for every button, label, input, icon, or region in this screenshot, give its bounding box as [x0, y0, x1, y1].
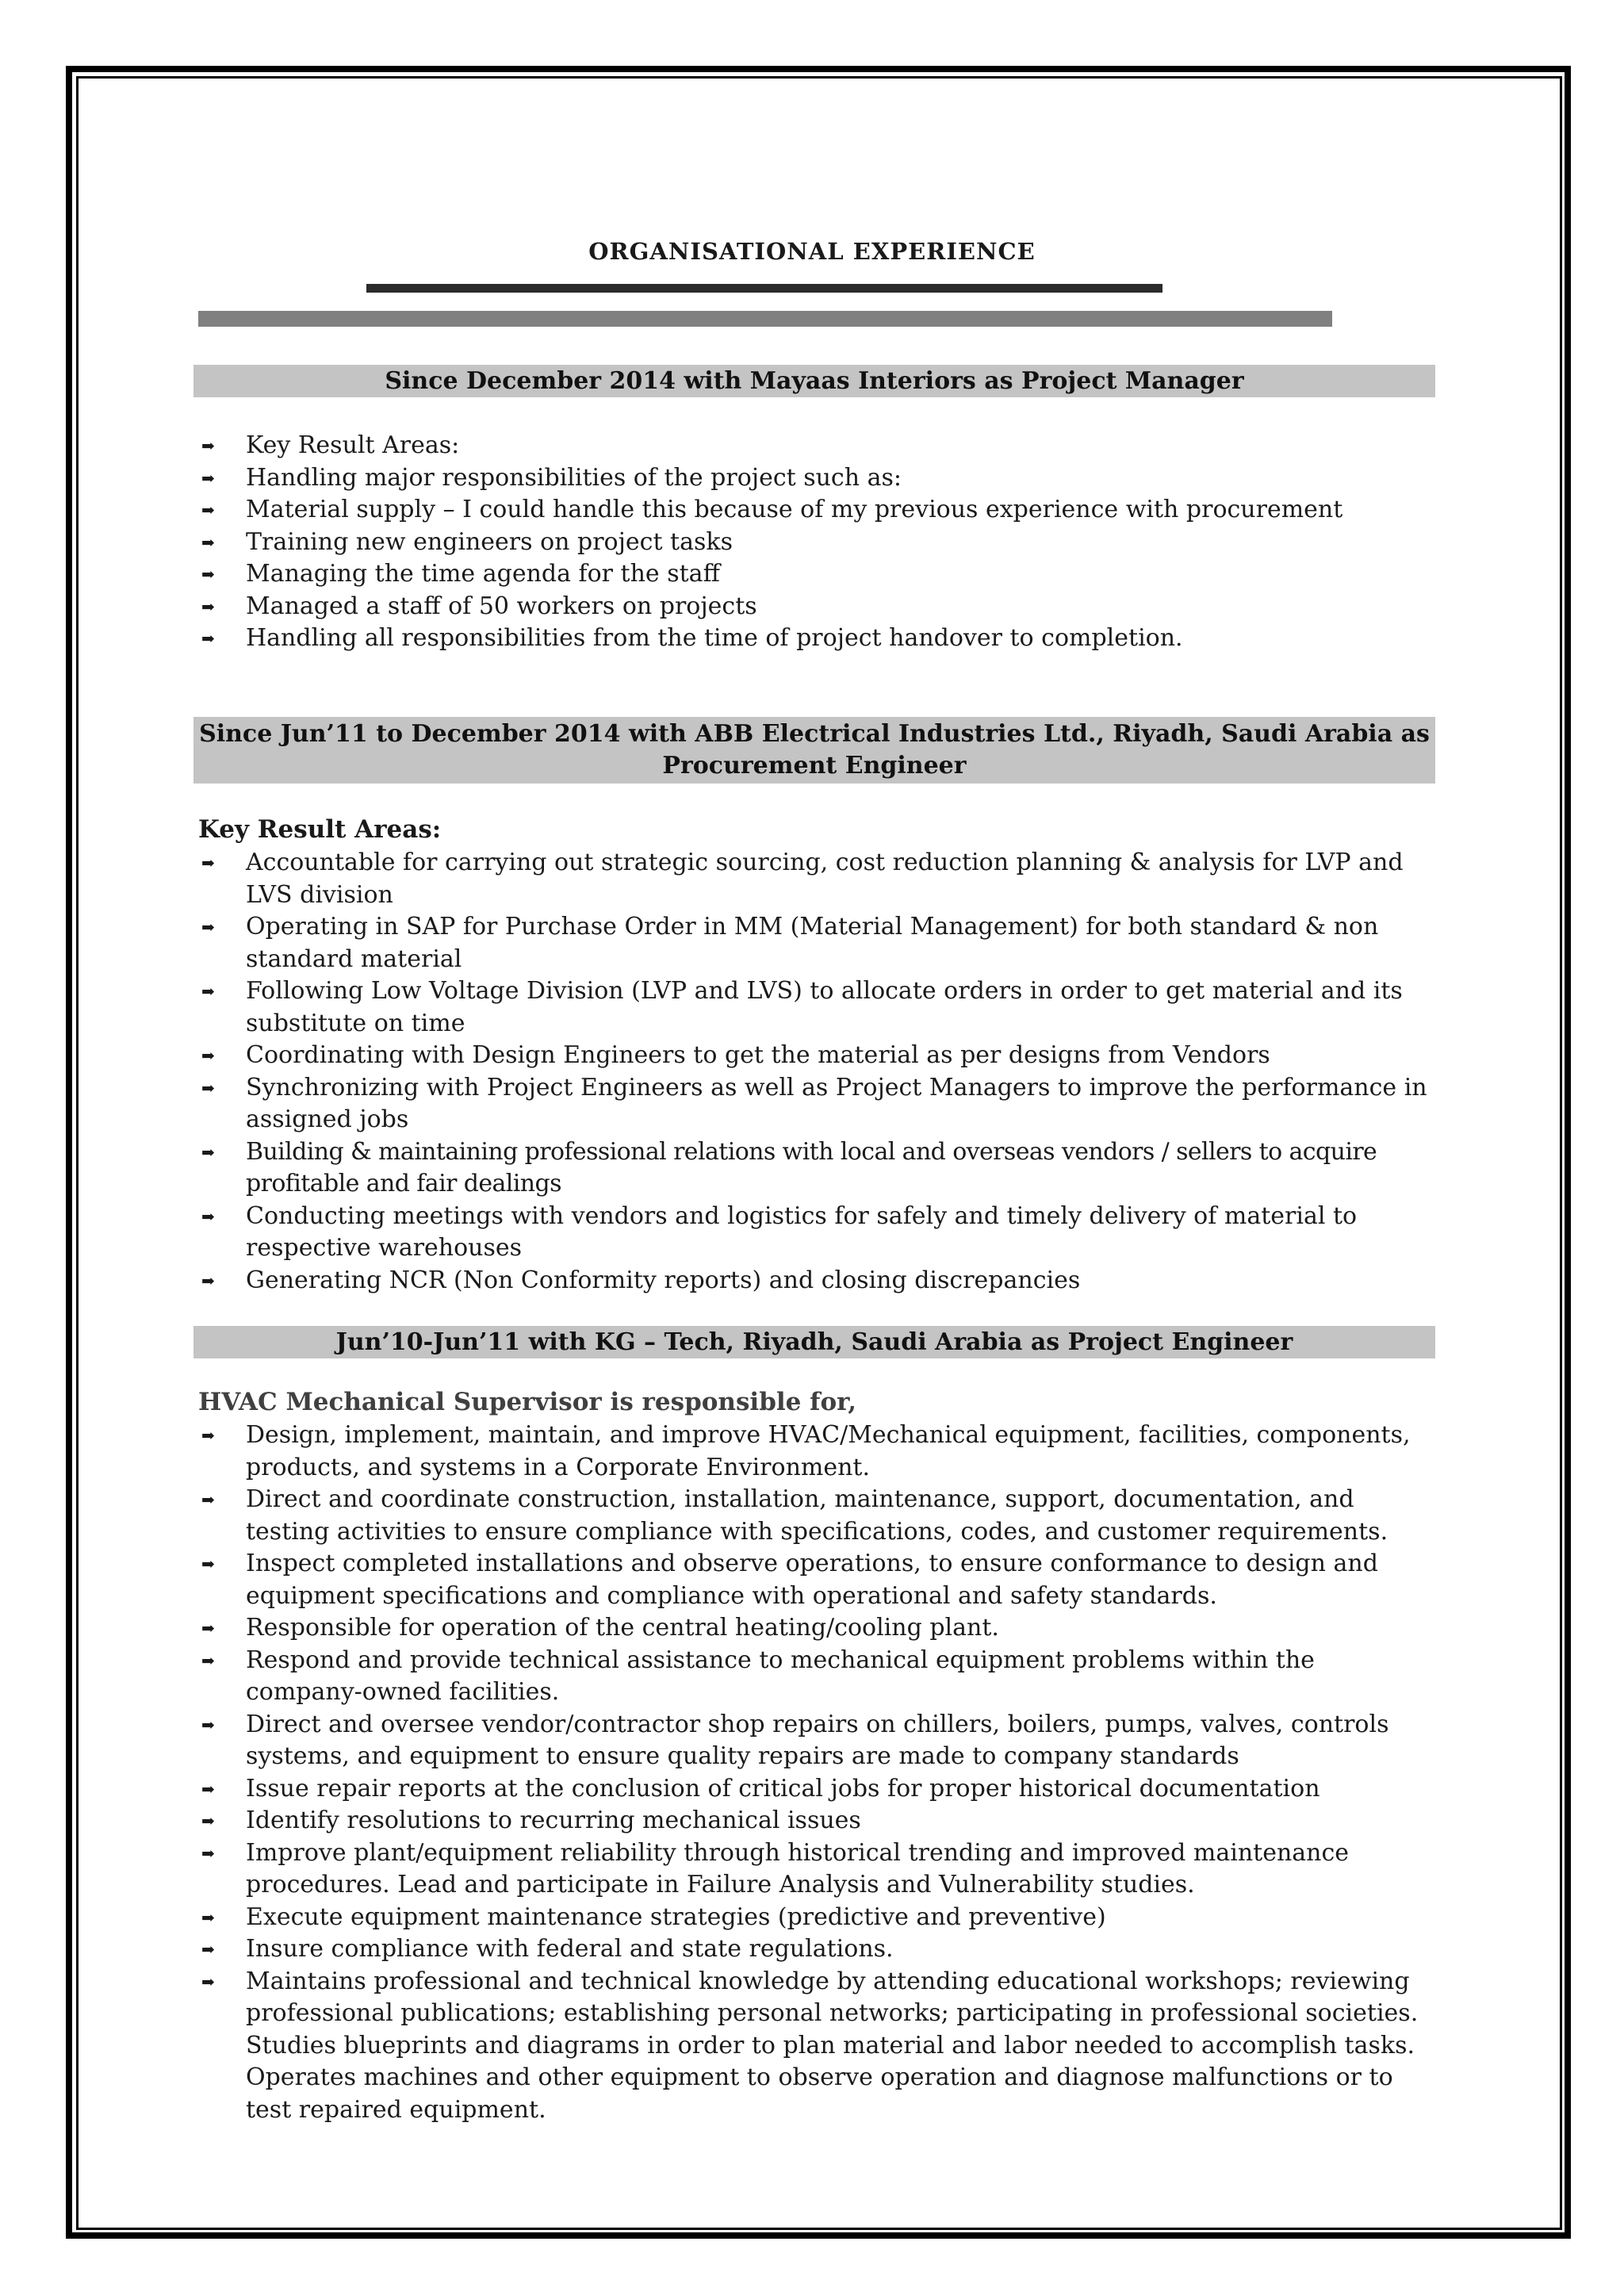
title-underline-dark: [366, 284, 1162, 293]
title-underline-gray: [198, 311, 1332, 327]
list-item: ➡ Key Result Areas:: [198, 430, 1435, 462]
list-item: ➡ Accountable for carrying out strategic sourcing, cost reduction planning & analysis for LVP and LVS division: [201, 849, 1404, 909]
job-list-abb: [198, 847, 1435, 1297]
right-arrow-icon: ➡: [201, 1971, 215, 1991]
hvac-supervisor-heading: HVAC Mechanical Supervisor is responsible for,: [198, 1388, 857, 1416]
list-item: ➡ Operating in SAP for Purchase Order in MM (Material Management) for both standard & non standard material: [201, 913, 1379, 973]
right-arrow-icon: ➡: [201, 1142, 215, 1162]
page-title: ORGANISATIONAL EXPERIENCE: [588, 238, 1036, 265]
list-item: ➡ Insure compliance with federal and state regulations.: [198, 1933, 1435, 1966]
list-item: ➡ Synchronizing with Project Engineers as well as Project Managers to improve the performance in assigned jobs: [201, 1073, 1427, 1133]
right-arrow-icon: ➡: [201, 1206, 215, 1226]
job-header-kgtech: Jun’10-Jun’11 with KG – Tech, Riyadh, Saudi Arabia as Project Engineer: [193, 1326, 1435, 1358]
list-item: ➡ Managing the time agenda for the staff: [198, 558, 1435, 591]
right-arrow-icon: ➡: [201, 1270, 215, 1290]
right-arrow-icon: ➡: [201, 1907, 215, 1927]
list-item: ➡ Conducting meetings with vendors and logistics for safely and timely delivery of material to respective warehouses: [201, 1201, 1358, 1262]
right-arrow-icon: ➡: [201, 918, 215, 937]
list-item: ➡ Identify resolutions to recurring mechanical issues: [198, 1805, 1435, 1837]
right-arrow-icon: ➡: [201, 1619, 215, 1638]
right-arrow-icon: ➡: [201, 468, 215, 488]
list-item: ➡ Managed a staff of 50 workers on projects: [198, 591, 1435, 623]
right-arrow-icon: ➡: [201, 1715, 215, 1734]
job-header-abb-line1: Since Jun’11 to December 2014 with ABB Electrical Industries Ltd., Riyadh, Saudi Arabia as: [199, 720, 1430, 748]
right-arrow-icon: ➡: [201, 1490, 215, 1509]
list-item: ➡ Training new engineers on project tasks: [198, 527, 1435, 559]
list-item: ➡ Responsible for operation of the central heating/cooling plant.: [198, 1612, 1435, 1645]
list-item: ➡ Design, implement, maintain, and improve HVAC/Mechanical equipment, facilities, components, products, and systems in a Corporate Environment.: [201, 1421, 1411, 1481]
list-item: ➡ Building & maintaining professional relations with local and overseas vendors / sellers to acquire profitable and fair dealings: [201, 1137, 1377, 1197]
list-item: ➡ Handling all responsibilities from the time of project handover to completion.: [198, 623, 1435, 655]
list-item: ➡ Following Low Voltage Division (LVP and LVS) to allocate orders in order to get material and its substitute on time: [201, 977, 1403, 1037]
right-arrow-icon: ➡: [201, 1046, 215, 1065]
job-list-kgtech: [198, 1420, 1435, 2126]
list-item: ➡ Issue repair reports at the conclusion of critical jobs for proper historical documentation: [198, 1773, 1435, 1806]
job-header-mayaas: Since December 2014 with Mayaas Interiors as Project Manager: [193, 365, 1435, 397]
list-item: ➡ Inspect completed installations and observe operations, to ensure conformance to design and equipment specifications and compliance with operational and safety standards.: [201, 1550, 1378, 1610]
key-result-areas-heading: Key Result Areas:: [198, 815, 442, 844]
list-item: ➡ Execute equipment maintenance strategies (predictive and preventive): [198, 1902, 1435, 1934]
right-arrow-icon: ➡: [201, 1811, 215, 1830]
right-arrow-icon: ➡: [201, 982, 215, 1001]
list-item: ➡ Improve plant/equipment reliability through historical trending and improved maintenance procedures. Lead and participate in Failure Analysis and Vulnerability studies.: [201, 1838, 1350, 1898]
right-arrow-icon: ➡: [201, 436, 215, 455]
list-item: ➡ Respond and provide technical assistance to mechanical equipment problems within the company-owned facilities.: [201, 1646, 1315, 1706]
list-item: ➡ Generating NCR (Non Conformity reports) and closing discrepancies: [198, 1265, 1435, 1297]
job-header-abb-line2: Procurement Engineer: [662, 752, 967, 780]
right-arrow-icon: ➡: [201, 1426, 215, 1445]
list-item: ➡ Maintains professional and technical knowledge by attending educational workshops; reviewing professional publications; establishing personal networks; participating in professional societies. Studies blueprints and diagrams in order to plan material and labor needed to accomplish tasks. Operates machines and other equipment to observe operation and diagnose malfunctions or to test repaired equipment.: [201, 1967, 1419, 2124]
right-arrow-icon: ➡: [201, 1078, 215, 1098]
job-header-abb: [193, 717, 1435, 784]
right-arrow-icon: ➡: [201, 1940, 215, 1959]
list-item: ➡ Material supply – I could handle this because of my previous experience with procurement: [198, 494, 1435, 527]
right-arrow-icon: ➡: [201, 629, 215, 648]
right-arrow-icon: ➡: [201, 853, 215, 872]
right-arrow-icon: ➡: [201, 565, 215, 584]
right-arrow-icon: ➡: [201, 1650, 215, 1670]
right-arrow-icon: ➡: [201, 1554, 215, 1573]
right-arrow-icon: ➡: [201, 500, 215, 519]
job-list-mayaas: [198, 430, 1435, 655]
right-arrow-icon: ➡: [201, 532, 215, 552]
list-item: ➡ Coordinating with Design Engineers to get the material as per designs from Vendors: [198, 1040, 1435, 1072]
list-item: ➡ Direct and oversee vendor/contractor shop repairs on chillers, boilers, pumps, valves, controls systems, and equipment to ensure quality repairs are made to company standards: [201, 1710, 1389, 1770]
list-item: ➡ Handling major responsibilities of the project such as:: [198, 462, 1435, 495]
right-arrow-icon: ➡: [201, 1779, 215, 1799]
list-item: ➡ Direct and coordinate construction, installation, maintenance, support, documentation, and testing activities to ensure compliance with specifications, codes, and customer requirements.: [201, 1485, 1388, 1546]
right-arrow-icon: ➡: [201, 1843, 215, 1863]
right-arrow-icon: ➡: [201, 596, 215, 616]
